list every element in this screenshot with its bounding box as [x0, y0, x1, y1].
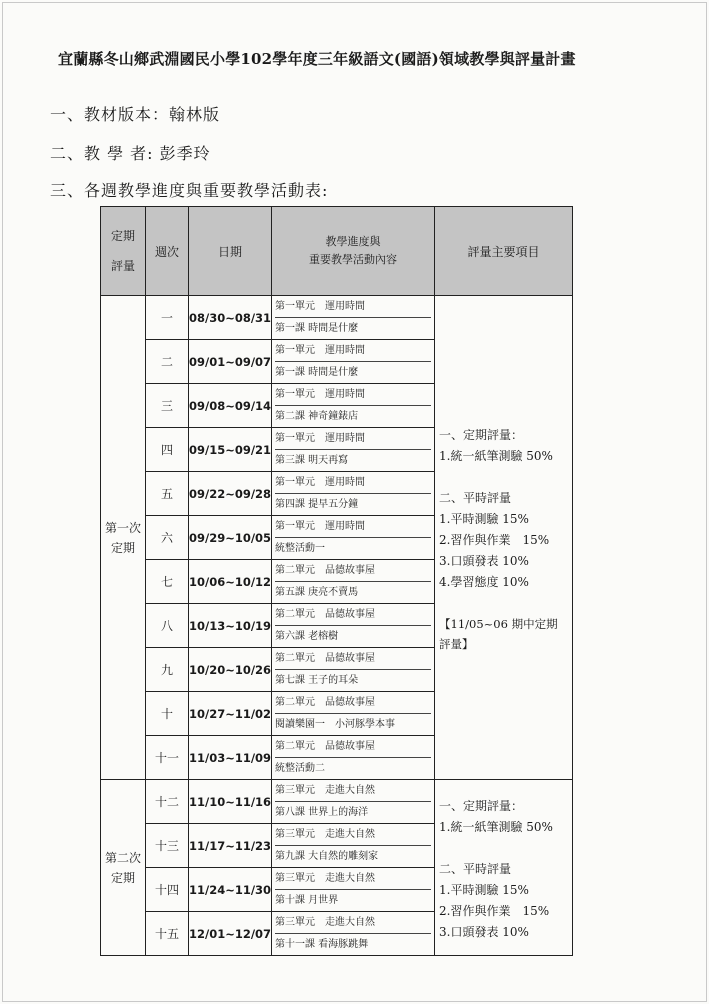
date-cell: 08/30~08/31 [189, 296, 272, 340]
week-cell: 三 [146, 384, 189, 428]
week-cell: 十三 [146, 824, 189, 868]
content-line: 統整活動二 [275, 757, 431, 779]
eval-item: 4.學習態度 10% [439, 575, 529, 589]
content-cell [272, 824, 435, 868]
content-cell [272, 604, 435, 648]
content-cell [272, 868, 435, 912]
eval-item: 二、平時評量 [439, 862, 512, 876]
eval-item: 2.習作與作業 15% [439, 904, 550, 918]
week-cell: 十四 [146, 868, 189, 912]
content-cell [272, 472, 435, 516]
content-line: 第一單元 運用時間 [275, 521, 365, 532]
content-line: 第十課 月世界 [275, 889, 431, 911]
header-content [272, 207, 435, 296]
content-line: 第五課 庚亮不賣馬 [275, 581, 431, 603]
date-cell: 10/06~10/12 [189, 560, 272, 604]
date-cell: 11/17~11/23 [189, 824, 272, 868]
date-cell: 10/20~10/26 [189, 648, 272, 692]
term-line2: 定期 [110, 540, 135, 555]
term-line1: 第二次 [104, 850, 141, 865]
section-teacher: 二、教 學 者: 彭季玲 [50, 144, 211, 163]
content-cell [272, 648, 435, 692]
eval-item: 1.平時測驗 15% [439, 512, 529, 526]
eval-item: 1.統一紙筆測驗 50% [439, 820, 553, 834]
content-line: 第二單元 品德故事屋 [275, 697, 375, 708]
eval-item: 二、平時評量 [439, 491, 512, 505]
content-line: 第一單元 運用時間 [275, 433, 365, 444]
date-cell: 10/27~11/02 [189, 692, 272, 736]
content-line: 第三單元 走進大自然 [275, 873, 375, 884]
date-cell: 09/15~09/21 [189, 428, 272, 472]
date-cell: 12/01~12/07 [189, 912, 272, 956]
content-line: 統整活動一 [275, 537, 431, 559]
content-cell [272, 516, 435, 560]
content-line: 第一單元 運用時間 [275, 389, 365, 400]
content-line: 第二單元 品德故事屋 [275, 741, 375, 752]
week-cell: 二 [146, 340, 189, 384]
content-line: 第六課 老榕樹 [275, 625, 431, 647]
header-term [101, 207, 146, 296]
eval-cell [435, 296, 573, 780]
content-line: 第二單元 品德故事屋 [275, 653, 375, 664]
content-line: 第三單元 走進大自然 [275, 785, 375, 796]
content-line: 第三課 明天再寫 [275, 449, 431, 471]
term-cell [101, 780, 146, 956]
content-line: 第一單元 運用時間 [275, 301, 365, 312]
content-line: 第三單元 走進大自然 [275, 917, 375, 928]
date-cell: 10/13~10/19 [189, 604, 272, 648]
date-cell: 09/08~09/14 [189, 384, 272, 428]
content-line: 第一單元 運用時間 [275, 477, 365, 488]
eval-cell [435, 780, 573, 956]
week-cell: 十二 [146, 780, 189, 824]
eval-item: 一、定期評量： [439, 799, 524, 813]
schedule-table [100, 206, 573, 956]
content-cell [272, 340, 435, 384]
date-cell: 09/22~09/28 [189, 472, 272, 516]
table-body [101, 296, 573, 956]
content-line: 第四課 提早五分鐘 [275, 493, 431, 515]
table-row [101, 780, 573, 824]
week-cell: 八 [146, 604, 189, 648]
content-line: 閱讀樂園一 小河豚學本事 [275, 713, 431, 735]
eval-spacer [439, 593, 568, 614]
date-cell: 09/01~09/07 [189, 340, 272, 384]
header-eval: 評量主要項目 [435, 207, 573, 296]
week-cell: 九 [146, 648, 189, 692]
content-line: 第三單元 走進大自然 [275, 829, 375, 840]
content-cell [272, 428, 435, 472]
section-textbook: 一、教材版本：翰林版 [50, 105, 221, 124]
week-cell: 十五 [146, 912, 189, 956]
week-cell: 六 [146, 516, 189, 560]
term-line1: 第一次 [104, 520, 141, 535]
content-line: 第九課 大自然的雕刻家 [275, 845, 431, 867]
eval-item: 一、定期評量： [439, 428, 524, 442]
eval-item: 1.平時測驗 15% [439, 883, 529, 897]
content-line: 第二單元 品德故事屋 [275, 565, 375, 576]
document-title: 宜蘭縣冬山鄉武淵國民小學102學年度三年級語文(國語)領域教學與評量計畫 [58, 50, 576, 68]
content-cell [272, 692, 435, 736]
content-line: 第七課 王子的耳朵 [275, 669, 431, 691]
eval-spacer [439, 838, 568, 859]
header-term-line1: 定期 [110, 229, 135, 243]
content-cell [272, 384, 435, 428]
content-line: 第八課 世界上的海洋 [275, 801, 431, 823]
content-cell [272, 780, 435, 824]
date-cell: 09/29~10/05 [189, 516, 272, 560]
term-line2: 定期 [110, 870, 135, 885]
eval-item: 2.習作與作業 15% [439, 533, 550, 547]
content-line: 第一課 時間是什麼 [275, 361, 431, 383]
content-line: 第十一課 看海豚跳舞 [275, 933, 431, 955]
content-cell [272, 912, 435, 956]
eval-note: 【11/05~06 期中定期評量】 [439, 617, 558, 651]
header-term-line2: 評量 [110, 259, 135, 273]
table-header-row [101, 207, 573, 296]
content-line: 第二單元 品德故事屋 [275, 609, 375, 620]
eval-item: 3.口頭發表 10% [439, 925, 529, 939]
eval-spacer [439, 467, 568, 488]
date-cell: 11/03~11/09 [189, 736, 272, 780]
term-cell [101, 296, 146, 780]
week-cell: 五 [146, 472, 189, 516]
content-line: 第二課 神奇鐘錶店 [275, 405, 431, 427]
eval-item: 1.統一紙筆測驗 50% [439, 449, 553, 463]
week-cell: 十 [146, 692, 189, 736]
header-content-line1: 教學進度與 [325, 235, 381, 248]
content-line: 第一單元 運用時間 [275, 345, 365, 356]
eval-item: 3.口頭發表 10% [439, 554, 529, 568]
table-row [101, 296, 573, 340]
week-cell: 七 [146, 560, 189, 604]
content-cell [272, 296, 435, 340]
header-date: 日期 [189, 207, 272, 296]
content-line: 第一課 時間是什麼 [275, 317, 431, 339]
date-cell: 11/24~11/30 [189, 868, 272, 912]
week-cell: 一 [146, 296, 189, 340]
section-schedule: 三、各週教學進度與重要教學活動表: [50, 181, 329, 200]
content-cell [272, 560, 435, 604]
header-content-line2: 重要教學活動內容 [309, 253, 397, 266]
week-cell: 十一 [146, 736, 189, 780]
date-cell: 11/10~11/16 [189, 780, 272, 824]
header-week: 週次 [146, 207, 189, 296]
week-cell: 四 [146, 428, 189, 472]
content-cell [272, 736, 435, 780]
